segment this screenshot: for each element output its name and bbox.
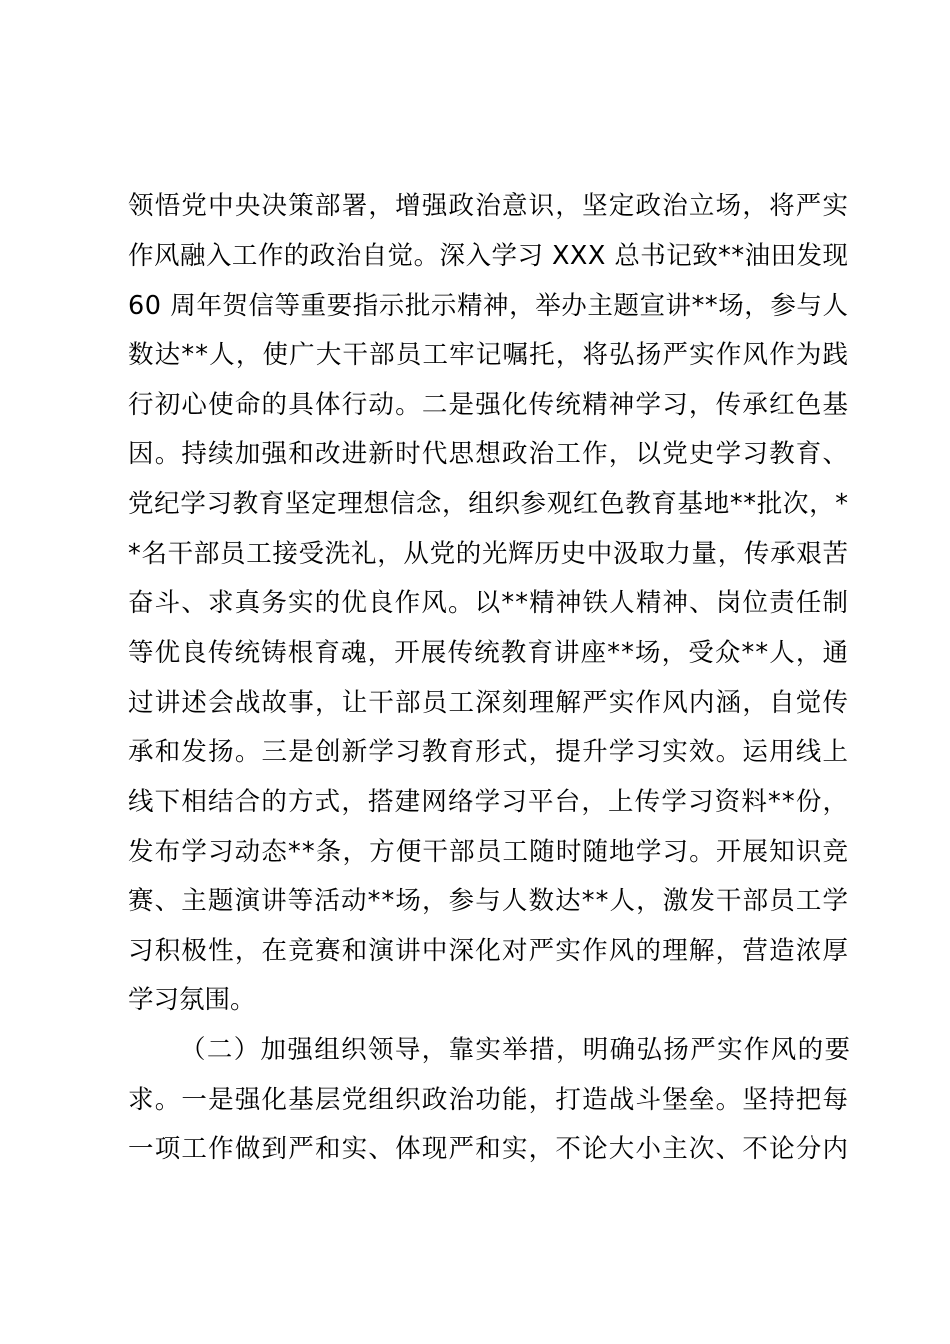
text-line: 奋斗、求真务实的优良作风。以**精神铁人精神、岗位责任制 <box>128 588 850 618</box>
text-line: 求。一是强化基层党组织政治功能，打造战斗堡垒。坚持把每 <box>128 1085 850 1115</box>
text-line: 60 周年贺信等重要指示批示精神，举办主题宣讲**场，参与人 <box>128 291 849 321</box>
text-line: *名干部员工接受洗礼，从党的光辉历史中汲取力量，传承艰苦 <box>128 539 849 569</box>
text-line: 一项工作做到严和实、体现严和实，不论大小主次、不论分内 <box>128 1134 850 1164</box>
text-line: 因。持续加强和改进新时代思想政治工作，以党史学习教育、 <box>128 439 850 469</box>
section-heading-line: （二）加强组织领导，靠实举措，明确弘扬严实作风的要 <box>180 1035 852 1065</box>
text-line: 线下相结合的方式，搭建网络学习平台，上传学习资料**份， <box>128 787 850 817</box>
text-line: 数达**人，使广大干部员工牢记嘱托，将弘扬严实作风作为践 <box>128 340 850 370</box>
text-line: 作风融入工作的政治自觉。深入学习 XXX 总书记致**油田发现 <box>128 241 849 271</box>
text-line: 党纪学习教育坚定理想信念，组织参观红色教育基地**批次，* <box>128 489 849 519</box>
text-line: 行初心使命的具体行动。二是强化传统精神学习，传承红色基 <box>128 390 850 420</box>
text-line: 承和发扬。三是创新学习教育形式，提升学习实效。运用线上 <box>128 737 850 767</box>
text-line: 发布学习动态**条，方便干部员工随时随地学习。开展知识竞 <box>128 837 850 867</box>
text-line: 学习氛围。 <box>128 985 256 1015</box>
text-line: 等优良传统铸根育魂，开展传统教育讲座**场，受众**人，通 <box>128 638 850 668</box>
text-line: 赛、主题演讲等活动**场，参与人数达**人，激发干部员工学 <box>128 886 850 916</box>
text-line: 领悟党中央决策部署，增强政治意识，坚定政治立场，将严实 <box>128 191 850 221</box>
text-line: 过讲述会战故事，让干部员工深刻理解严实作风内涵，自觉传 <box>128 688 850 718</box>
text-line: 习积极性，在竞赛和演讲中深化对严实作风的理解，营造浓厚 <box>128 936 850 966</box>
